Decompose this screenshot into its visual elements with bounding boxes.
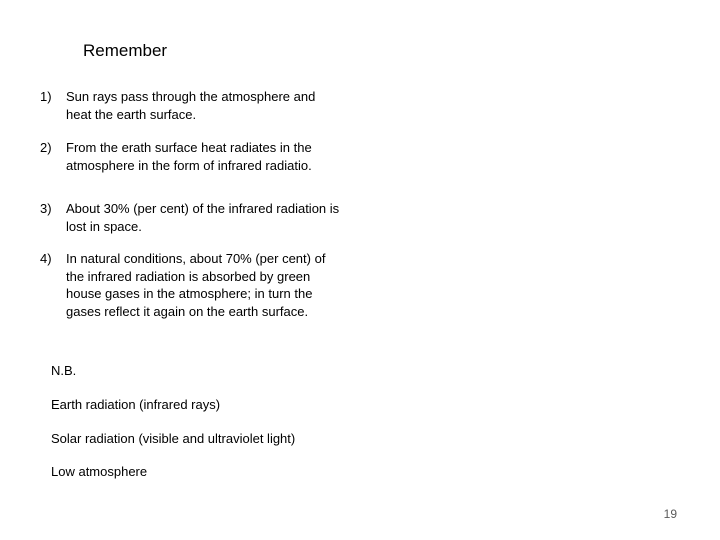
page-number: 19 bbox=[663, 507, 677, 521]
list-item-text bbox=[66, 88, 366, 123]
list-item-text bbox=[66, 139, 366, 174]
list-item-line: house gases in the atmosphere; in turn the bbox=[66, 286, 313, 301]
slide-title: Remember bbox=[83, 41, 168, 60]
list-item-line: About 30% (per cent) of the infrared radiation is bbox=[66, 201, 340, 216]
list-item-text bbox=[66, 250, 366, 320]
list-item-number: 1) bbox=[40, 89, 52, 104]
list-item-line: lost in space. bbox=[66, 218, 142, 234]
note-solar-radiation: Solar radiation (visible and ultraviolet light) bbox=[51, 431, 296, 446]
list-item-line: atmosphere in the form of infrared radiatio. bbox=[66, 157, 312, 173]
list-item-number: 4) bbox=[40, 251, 52, 266]
note-low-atmosphere: Low atmosphere bbox=[51, 464, 148, 479]
list-item-line: In natural conditions, about 70% (per cent) of bbox=[66, 251, 326, 266]
list-item-number: 3) bbox=[40, 201, 52, 216]
list-item-line: gases reflect it again on the earth surface. bbox=[66, 303, 309, 319]
note-heading: N.B. bbox=[51, 363, 77, 378]
list-item-line: the infrared radiation is absorbed by green bbox=[66, 268, 311, 284]
list-item-line: Sun rays pass through the atmosphere and bbox=[66, 89, 316, 104]
list-item-number: 2) bbox=[40, 140, 52, 155]
list-item-line: heat the earth surface. bbox=[66, 106, 197, 122]
list-item-text bbox=[66, 200, 366, 235]
list-item-line: From the erath surface heat radiates in the bbox=[66, 140, 312, 155]
note-earth-radiation: Earth radiation (infrared rays) bbox=[51, 397, 221, 412]
